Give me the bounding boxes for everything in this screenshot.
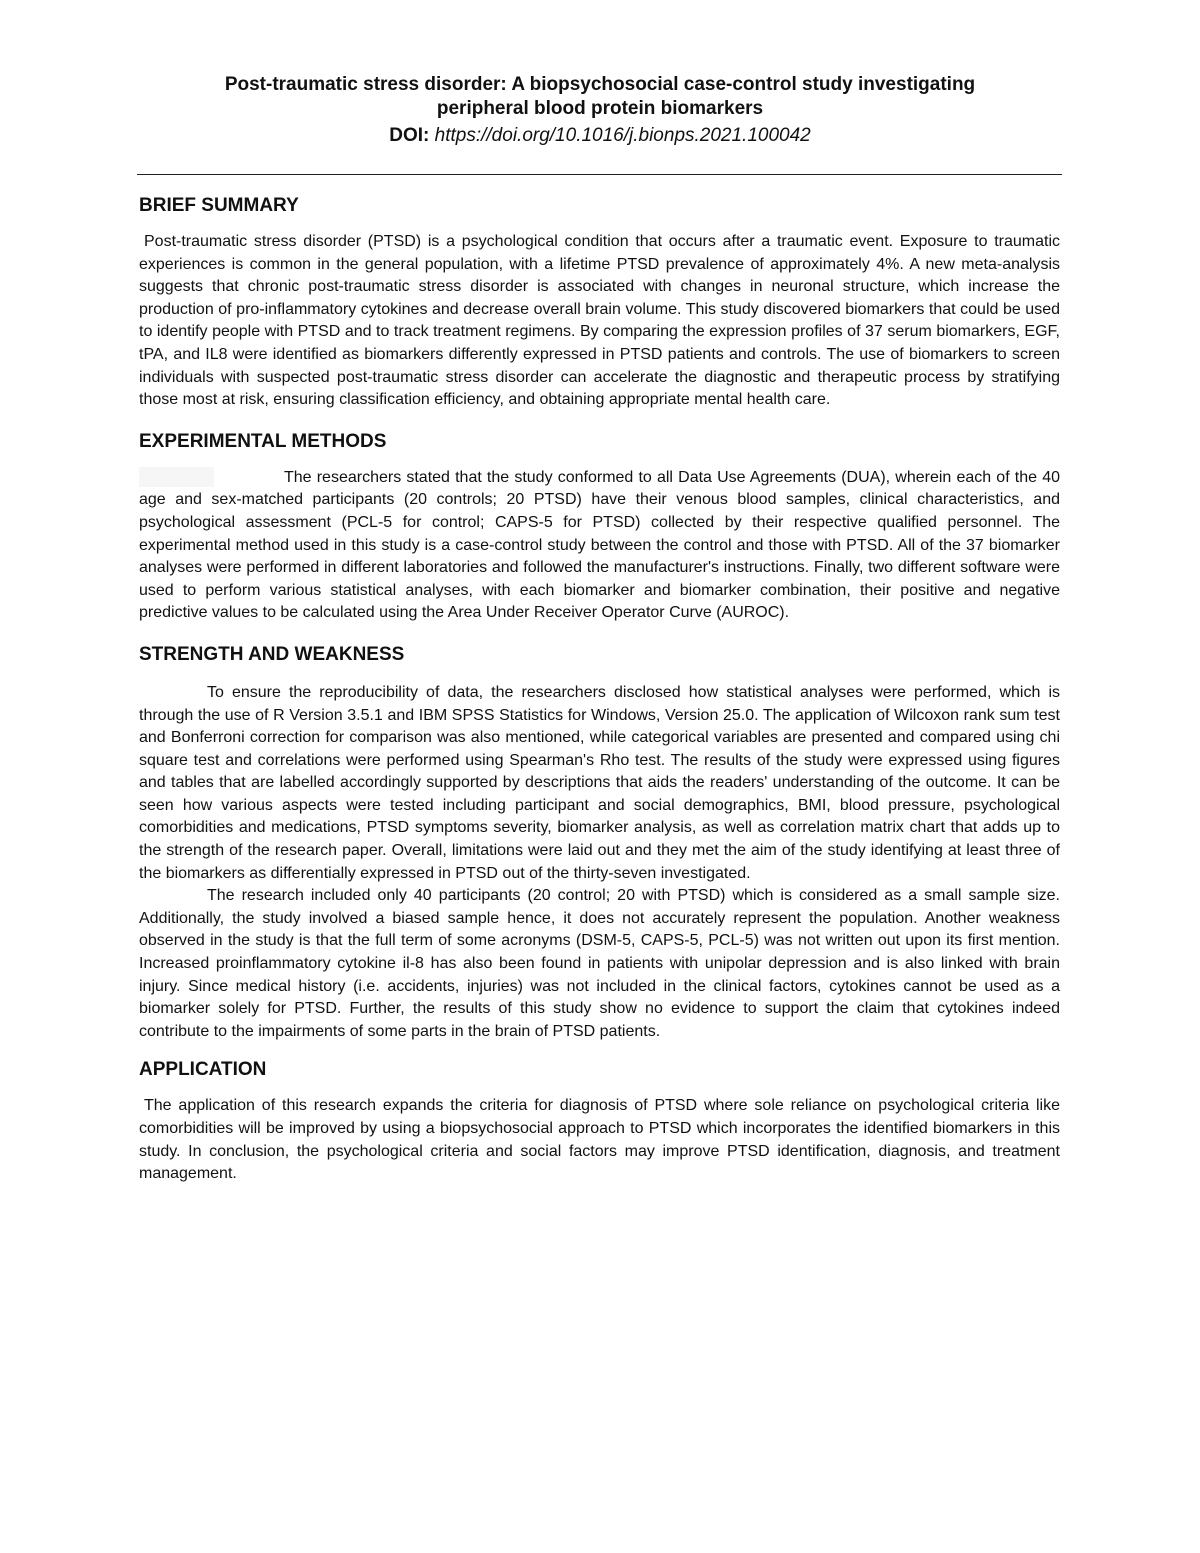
document-title <box>100 73 1100 121</box>
title-block <box>100 73 1100 148</box>
title-line-1: Post-traumatic stress disorder: A biopsychosocial case-control study investigating <box>224 74 976 95</box>
section-heading: APPLICATION <box>139 1059 267 1081</box>
section-heading: EXPERIMENTAL METHODS <box>139 430 387 452</box>
strength-paragraph: To ensure the reproducibility of data, the researchers disclosed how statistical analyses were performed, which is through the use of R Version 3.5.1 and IBM SPSS Statistics for Windows, Version 25.0. The application of Wilcoxon rank sum test and Bonferroni correction for comparison was also mentioned, while categorical variables are presented and compared using chi square test and correlations were performed using Spearman's Rho test. The results of the study were expressed using figures and tables that are labelled accordingly supported by descriptions that aids the readers' understanding of the outcome. It can be seen how various aspects were tested including participant and social demographics, BMI, blood pressure, psychological comorbidities and medications, PTSD symptoms severity, biomarker analysis, as well as correlation matrix chart that adds up to the strength of the research paper. Overall, limitations were laid out and they met the aim of the study identifying at least three of the biomarkers as differentially expressed in PTSD out of the thirty-seven investigated. <box>139 683 1060 882</box>
doi-line <box>100 124 1100 148</box>
section-brief-summary <box>139 193 1060 412</box>
header-divider <box>137 174 1062 175</box>
summary-paragraph: Post-traumatic stress disorder (PTSD) is a psychological condition that occurs after a traumatic event. Exposure to traumatic experiences is common in the general population, with a lifetime PTSD prevalence of approximately 4%. A new meta-analysis suggests that chronic post-traumatic stress disorder is associated with changes in neuronal structure, which increase the production of pro-inflammatory cytokines and decrease overall brain volume. This study discovered biomarkers that could be used to identify people with PTSD and to track treatment regimens. By comparing the expression profiles of 37 serum biomarkers, EGF, tPA, and IL8 were identified as biomarkers differently expressed in PTSD patients and controls. The use of biomarkers to screen individuals with suspected post-traumatic stress disorder can accelerate the diagnostic and therapeutic process by stratifying those most at risk, ensuring classification efficiency, and obtaining appropriate mental health care. <box>139 233 1060 409</box>
section-heading: STRENGTH AND WEAKNESS <box>139 643 405 665</box>
section-experimental-methods <box>139 429 1060 625</box>
section-strength-and-weakness <box>139 642 1060 1044</box>
section-application <box>139 1057 1060 1185</box>
weakness-paragraph: The research included only 40 participants (20 control; 20 with PTSD) which is considered as a small sample size. Additionally, the study involved a biased sample hence, it does not accurately represent the population. Another weakness observed in the study is that the full term of some acronyms (DSM-5, CAPS-5, PCL-5) was not written out upon its first mention. Increased proinflammatory cytokine il-8 has also been found in patients with unipolar depression and is also linked with brain injury. Since medical history (i.e. accidents, injuries) was not included in the clinical factors, cytokines cannot be used as a biomarker solely for PTSD. Further, the results of this study show no evidence to support the claim that cytokines indeed contribute to the impairments of some parts in the brain of PTSD patients. <box>139 887 1060 1040</box>
doi-label: DOI: <box>389 125 430 146</box>
document-body <box>139 193 1060 1186</box>
application-paragraph: The application of this research expands the criteria for diagnosis of PTSD where sole reliance on psychological criteria like comorbidities will be improved by using a biopsychosocial approach to PTSD which incorporates the identified biomarkers in this study. In conclusion, the psychological criteria and social factors may improve PTSD identification, diagnosis, and treatment management. <box>139 1097 1060 1183</box>
methods-paragraph: The researchers stated that the study conformed to all Data Use Agreements (DUA), wherein each of the 40 age and sex-matched participants (20 controls; 20 PTSD) have their venous blood samples, clinical characteristics, and psychological assessment (PCL-5 for control; CAPS-5 for PTSD) collected by their respective qualified personnel. The experimental method used in this study is a case-control study between the control and those with PTSD. All of the 37 biomarker analyses were performed in different laboratories and followed the manufacturer's instructions. Finally, two different software were used to perform various statistical analyses, with each biomarker and biomarker combination, their positive and negative predictive values to be calculated using the Area Under Receiver Operator Curve (AUROC). <box>139 468 1060 622</box>
methods-paragraph-wrapper <box>139 467 1060 625</box>
title-line-2: peripheral blood protein biomarkers <box>436 98 764 119</box>
doi-link: https://doi.org/10.1016/j.bionps.2021.100042 <box>434 125 811 146</box>
section-heading: BRIEF SUMMARY <box>139 195 299 216</box>
blank-placeholder <box>139 467 214 487</box>
